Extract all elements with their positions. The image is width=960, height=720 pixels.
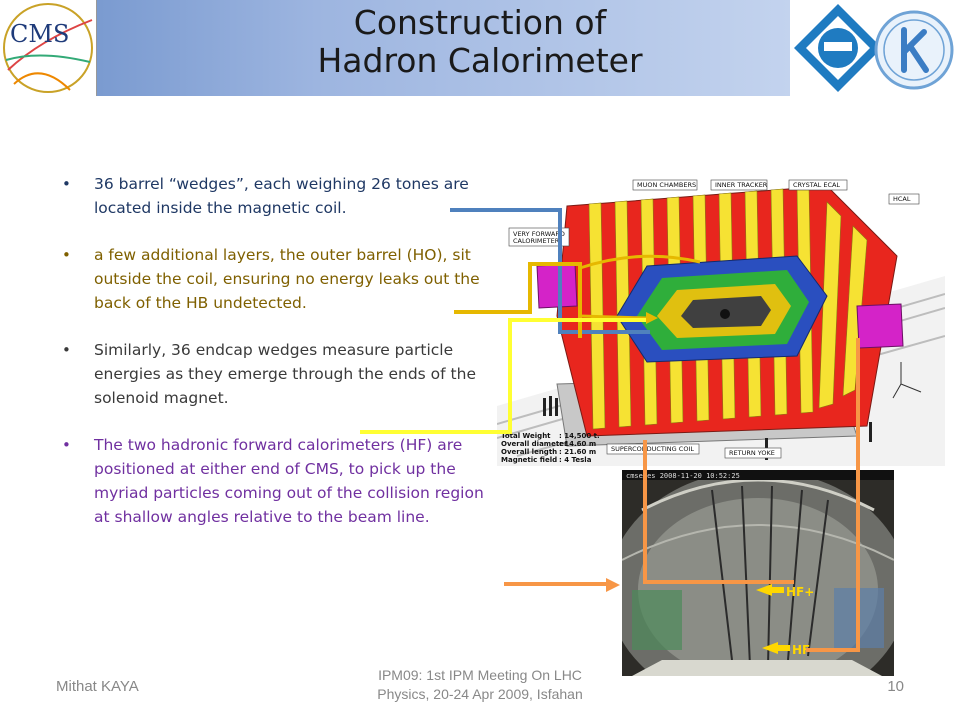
bullet-text: 36 barrel “wedges”, each weighing 26 tones are located inside the magnetic coil. [94, 175, 469, 217]
label-hcal: HCAL [893, 195, 911, 203]
kafkas-university-logo [876, 12, 952, 88]
photo-caption: cmseyes 2008-11-20 10:52:25 [626, 472, 740, 480]
bullet-item-ho-outer-barrel [58, 243, 490, 315]
cms-logo-text: CMS [10, 20, 70, 48]
slide-header [0, 0, 960, 98]
title-line-1: Construction of [353, 3, 607, 42]
bullet-marker: • [62, 436, 71, 454]
bullet-text: a few additional layers, the outer barrel (HO), sit outside the coil, ensuring no energy leaks out the back of the HB undetected. [94, 246, 480, 312]
label-very-forward: VERY FORWARD [513, 230, 565, 238]
spec-table [501, 432, 600, 464]
spec-label: Magnetic field [501, 456, 558, 464]
spec-value: : 14,500 t. [559, 432, 600, 440]
bullet-text: The two hadronic forward calorimeters (HF) are positioned at either end of CMS, to pick up the myriad particles coming out of the collision region at shallow angles relative to the beam line. [94, 436, 484, 526]
spec-value: : 14.60 m [559, 440, 597, 448]
slide-title [200, 4, 760, 80]
spec-value: : 21.60 m [559, 448, 597, 456]
bullet-text: Similarly, 36 endcap wedges measure particle energies as they emerge through the ends of the solenoid magnet. [94, 341, 476, 407]
spec-label: Overall length [501, 448, 558, 456]
label-inner-tracker: INNER TRACKER [715, 181, 768, 189]
spec-label: Total Weight [501, 432, 551, 440]
bullet-item-he-endcap [58, 338, 490, 410]
label-muon-chambers: MUON CHAMBERS [637, 181, 697, 189]
footer-author: Mithat KAYA [56, 678, 139, 695]
label-calorimeter: CALORIMETER [513, 237, 560, 245]
cms-detector-diagram [497, 166, 945, 466]
bullet-marker: • [62, 341, 71, 359]
hf-minus-label: HF- [792, 643, 815, 657]
label-crystal-ecal: CRYSTAL ECAL [793, 181, 841, 189]
bullet-marker: • [62, 175, 71, 193]
bullet-marker: • [62, 246, 71, 264]
page-number: 10 [887, 678, 904, 695]
spec-value: : 4 Tesla [559, 456, 592, 464]
label-return-yoke: RETURN YOKE [729, 449, 775, 457]
institution-logos [790, 0, 960, 98]
bullet-list [58, 172, 490, 552]
bullet-item-hf-forward [58, 433, 490, 529]
ipm-logo [794, 4, 882, 92]
connector-hf-arrow [606, 578, 620, 592]
cms-logo [0, 0, 97, 96]
cavern-fisheye-photo [622, 470, 894, 676]
bullet-item-hb-barrel [58, 172, 490, 220]
footer-event: IPM09: 1st IPM Meeting On LHC Physics, 20-24 Apr 2009, Isfahan [377, 667, 583, 702]
label-superconducting-coil: SUPERCONDUCTING COIL [611, 445, 694, 453]
title-line-2: Hadron Calorimeter [317, 41, 643, 80]
spec-label: Overall diameter [501, 440, 568, 448]
hf-plus-label: HF+ [786, 585, 815, 599]
